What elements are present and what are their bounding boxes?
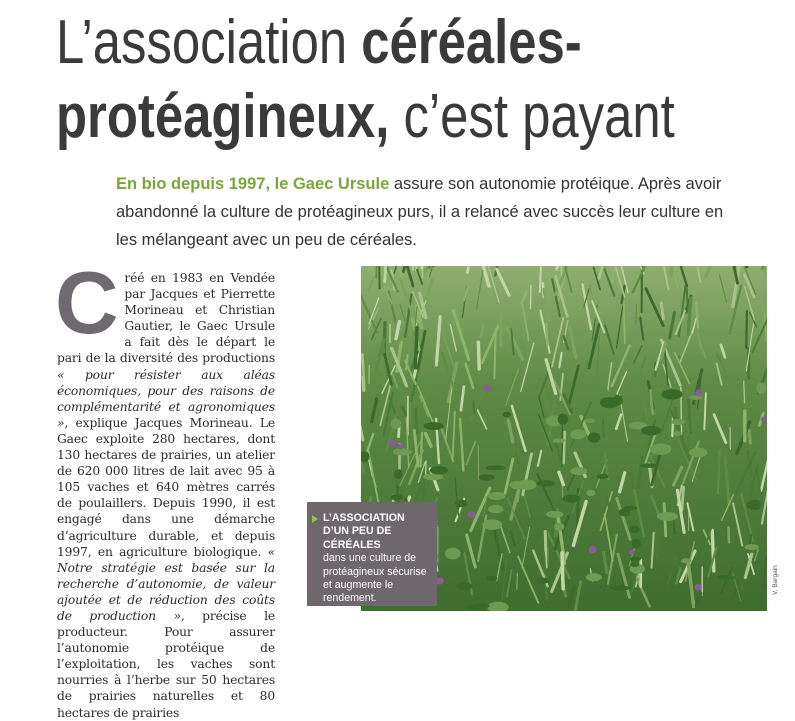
headline-line-2 bbox=[56, 80, 646, 154]
article-body bbox=[57, 270, 275, 721]
photo-credit: V. Bargain bbox=[772, 583, 779, 595]
photo-caption bbox=[307, 502, 437, 606]
body-text: , explique Jacques Morineau. Le Gaec exploite 280 hectares, dont 130 hectares de prairies, un atelier de 620 000 litres de lait avec 95 à 105 vaches et 640 mètres carrés de poulaillers. Depuis 1990, il est engagé dans une démarche d’agriculture durable, et depuis 1997, en agriculture biologique. bbox=[57, 416, 275, 559]
body-quote: « pour résister aux aléas économiques, pour des raisons de complémentarité et agronomiques » bbox=[57, 368, 275, 430]
caption-title: L’ASSOCIATION D’UN PEU DE CÉRÉALES bbox=[323, 512, 429, 552]
standfirst-text: assure son autonomie protéique. Après avoir abandonné la culture de protéagineux purs, il a relancé avec succès leur culture en les mélangeant avec un peu de céréales. bbox=[116, 175, 723, 249]
headline-bold-text: céréales- bbox=[361, 8, 581, 77]
headline-light-text: c’est payant bbox=[389, 82, 674, 151]
article-standfirst bbox=[116, 170, 736, 254]
body-text: , précise le producteur. Pour assurer l’autonomie protéique de l’exploitation, les vaches sont nourries à l’herbe sur 50 hectares de prairies naturelles et 80 hectares de prairies bbox=[57, 609, 275, 720]
body-quote: « Notre stratégie est basée sur la recherche d’autonomie, de valeur ajoutée et de réduction des coûts de production » bbox=[57, 545, 275, 623]
body-text: réé en 1983 en Vendée par Jacques et Pierrette Morineau et Christian Gautier, le Gaec Ursule a fait dès le départ le pari de la diversité des productions bbox=[57, 271, 275, 365]
caption-arrow-icon bbox=[312, 515, 318, 523]
drop-cap: C bbox=[55, 268, 120, 338]
headline-line-1 bbox=[56, 6, 646, 80]
article-headline bbox=[56, 6, 646, 154]
headline-light-text: L’association bbox=[56, 8, 361, 77]
headline-bold-text: protéagineux, bbox=[56, 82, 389, 151]
standfirst-lead: En bio depuis 1997, le Gaec Ursule bbox=[116, 175, 389, 193]
caption-text: dans une culture de protéagineux sécurise et augmente le rendement. bbox=[323, 552, 429, 606]
